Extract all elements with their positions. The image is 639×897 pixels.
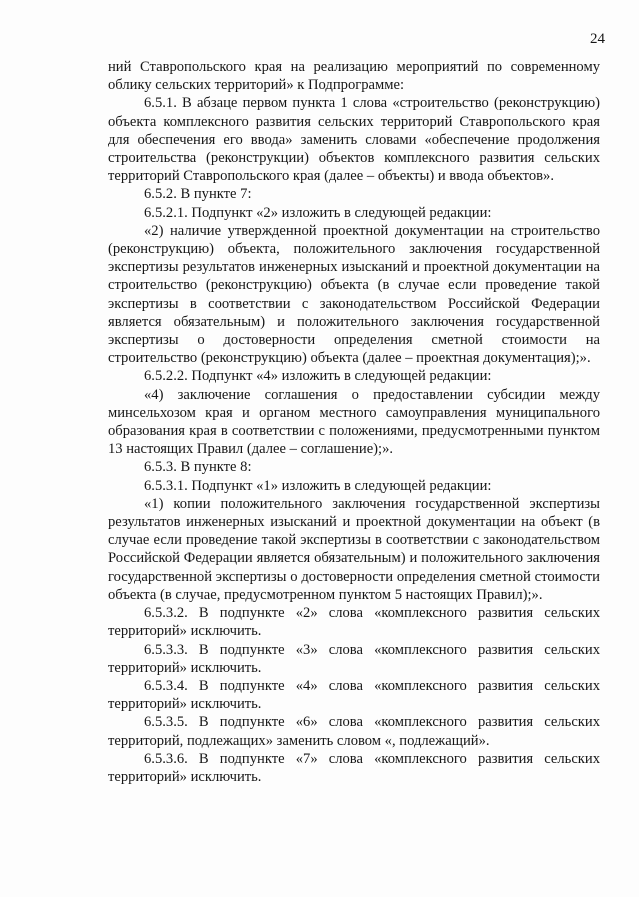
paragraph-6-5-3-4: 6.5.3.4. В подпункте «4» слова «комплексного развития сельских территорий» исключить. (108, 677, 600, 713)
paragraph-6-5-1: 6.5.1. В абзаце первом пункта 1 слова «строительство (реконструкцию) объекта комплексного развития сельских территорий Ставропольского края для обеспечения его ввода» заменить словами «обеспечение продолжения строительства (реконструкции) объектов комплексного развития сельских территорий Ставропольского края (далее – объекты) и ввода объектов». (108, 95, 600, 185)
document-body (108, 58, 600, 786)
paragraph-subpoint-1-text: «1) копии положительного заключения государственной экспертизы результатов инженерных изысканий и проектной документации на объект (в случае если проведение такой экспертизы в соответствии с законодательством Российской Федерации является обязательным) и положительного заключения государственной экспертизы о достоверности определения сметной стоимости объекта (в случае, предусмотренном пунктом 5 настоящих Правил);». (108, 495, 600, 603)
paragraph-6-5-3-3: 6.5.3.3. В подпункте «3» слова «комплексного развития сельских территорий» исключить. (108, 641, 600, 676)
paragraph-6-5-2-2: 6.5.2.2. Подпункт «4» изложить в следующей редакции: (144, 368, 492, 385)
paragraph-6-5-3-6: 6.5.3.6. В подпункте «7» слова «комплексного развития сельских территорий» исключить. (108, 750, 600, 785)
paragraph-6-5-2-1: 6.5.2.1. Подпункт «2» изложить в следующей редакции: (144, 204, 492, 221)
paragraph-6-5-3-2: 6.5.3.2. В подпункте «2» слова «комплексного развития сельских территорий» исключить. (108, 605, 600, 640)
paragraph-6-5-3-1: 6.5.3.1. Подпункт «1» изложить в следующей редакции: (144, 477, 492, 494)
page-number: 24 (590, 31, 605, 47)
paragraph-6-5-2: 6.5.2. В пункте 7: (144, 186, 252, 203)
paragraph-6-5-3: 6.5.3. В пункте 8: (144, 459, 252, 476)
paragraph-continuation: ний Ставропольского края на реализацию мероприятий по современному облику сельских территорий» к Подпрограмме: (108, 59, 600, 94)
paragraph-subpoint-2-text: «2) наличие утвержденной проектной документации на строительство (реконструкцию) объекта, положительного заключения государственной экспертизы результатов инженерных изысканий и проектной документации на строительство (реконструкцию) объекта (в случае если проведение такой экспертизы в соответствии с законодательством Российской Федерации является обязательным) и положительного заключения государственной экспертизы о достоверности определения сметной стоимости на строительство (реконструкцию) объекта (далее – проектная документация);». (108, 222, 600, 367)
paragraph-6-5-3-5: 6.5.3.5. В подпункте «6» слова «комплексного развития сельских территорий, подлежащих» заменить словом «, подлежащий». (108, 714, 600, 749)
paragraph-subpoint-4-text: «4) заключение соглашения о предоставлении субсидии между минсельхозом края и органом местного самоуправления муниципального образования края в соответствии с положениями, предусмотренными пунктом 13 настоящих Правил (далее – соглашение);». (108, 386, 600, 458)
